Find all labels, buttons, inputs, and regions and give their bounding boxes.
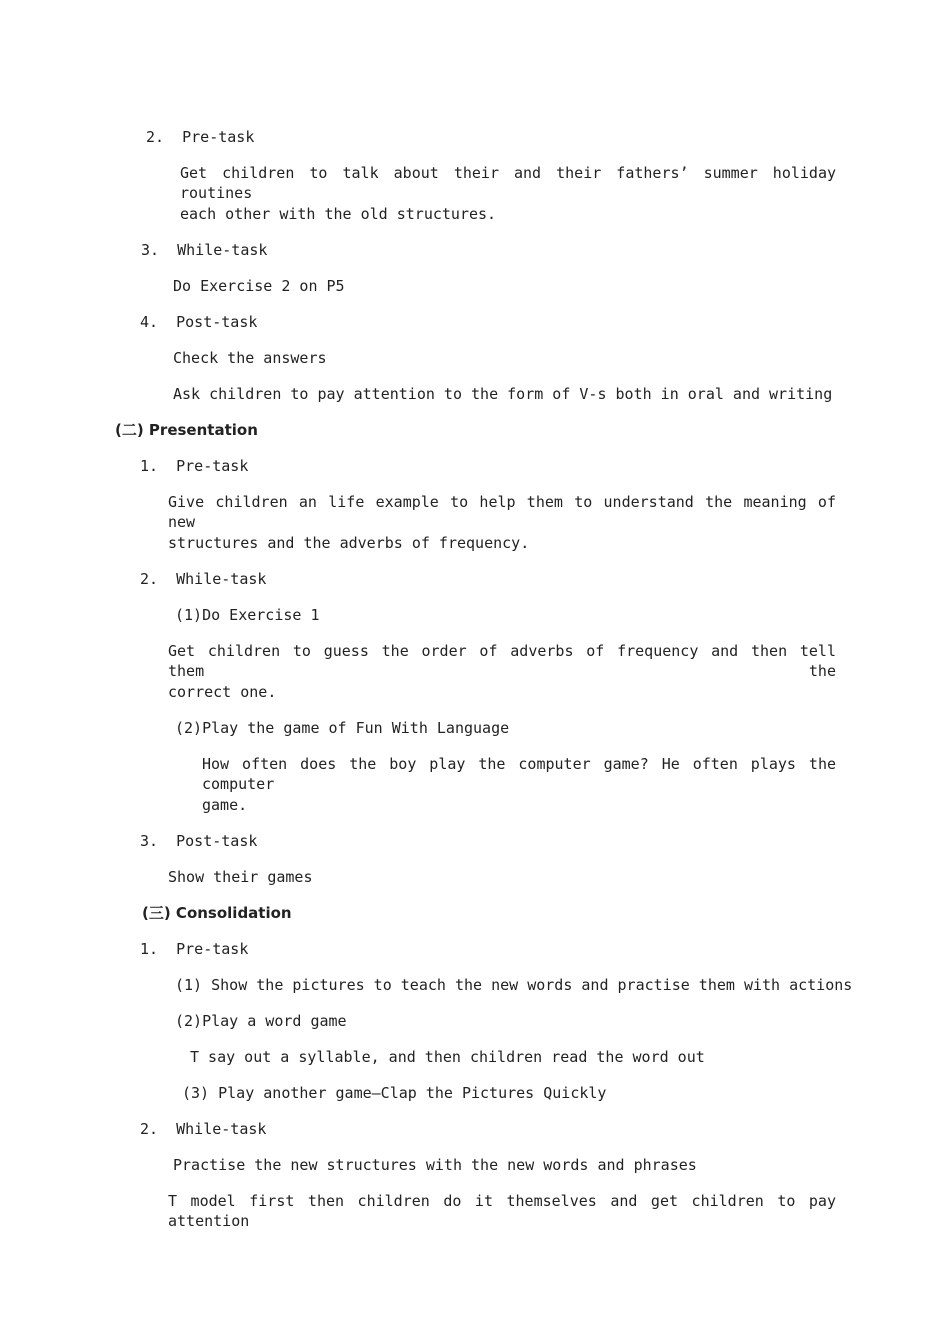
paragraph-line: Ask children to pay attention to the form of V-s both in oral and writing	[173, 385, 833, 403]
step-heading: 2. Pre-task	[146, 128, 255, 146]
sub-item: (1)Do Exercise 1	[175, 606, 320, 624]
step-heading: 3. Post-task	[140, 832, 258, 850]
paragraph-line: Practise the new structures with the new words and phrases	[173, 1156, 697, 1174]
paragraph-line: Get children to talk about their and their fathers’ summer holiday routines	[180, 164, 836, 202]
paragraph-line: Show their games	[168, 868, 313, 886]
sub-item: (2)Play the game of Fun With Language	[175, 719, 510, 737]
step-heading: 4. Post-task	[140, 313, 258, 331]
sub-item: (2)Play a word game	[175, 1012, 347, 1030]
step-heading: 2. While-task	[140, 1120, 267, 1138]
paragraph-line: How often does the boy play the computer game? He often plays the computer	[202, 755, 836, 793]
paragraph-line: T model first then children do it themselves and get children to pay attention	[168, 1192, 836, 1230]
paragraph-line: Check the answers	[173, 349, 327, 367]
step-heading: 2. While-task	[140, 570, 267, 588]
paragraph-line: Give children an life example to help them to understand the meaning of new	[168, 493, 836, 531]
section-heading-consolidation: (三) Consolidation	[142, 904, 292, 922]
sub-item: (3) Play another game—Clap the Pictures Quickly	[182, 1084, 607, 1102]
sub-item: (1) Show the pictures to teach the new words and practise them with actions	[175, 976, 853, 994]
paragraph-line: Do Exercise 2 on P5	[173, 277, 345, 295]
step-heading: 1. Pre-task	[140, 457, 249, 475]
step-heading: 3. While-task	[141, 241, 268, 259]
paragraph-line: correct one.	[168, 683, 277, 701]
paragraph-line: Get children to guess the order of adverbs of frequency and then tell them the	[168, 642, 836, 680]
paragraph-line: game.	[202, 796, 248, 814]
paragraph-line: each other with the old structures.	[180, 205, 497, 223]
section-heading-presentation: (二) Presentation	[115, 421, 258, 439]
paragraph-line: T say out a syllable, and then children read the word out	[190, 1048, 705, 1066]
paragraph-line: structures and the adverbs of frequency.	[168, 534, 530, 552]
step-heading: 1. Pre-task	[140, 940, 249, 958]
